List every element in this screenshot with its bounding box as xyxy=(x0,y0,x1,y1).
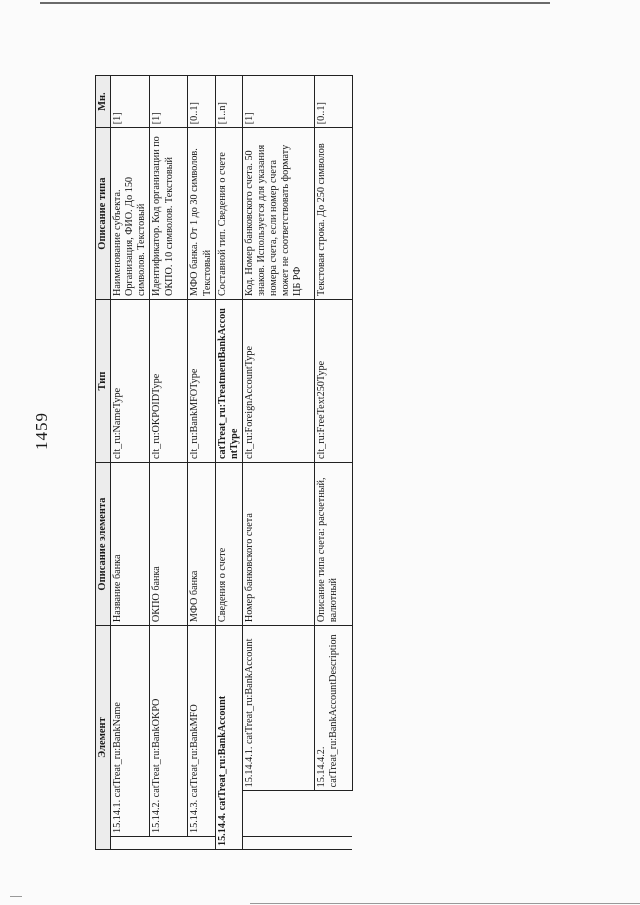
element-cell xyxy=(242,626,314,791)
scan-bottom-line xyxy=(250,903,640,904)
description-cell: Описание типа счета: расчетный, валютный xyxy=(314,463,352,626)
header-element-description: Описание элемента xyxy=(96,463,111,626)
type-description-cell: МФО банка. От 1 до 30 символов. Текстовый xyxy=(188,128,215,300)
type-description-cell: Код. Номер банковского счета. 50 знаков. Используется для указания номера счета, если номер счета может не соответствовать формату ЦБ РФ xyxy=(242,128,314,300)
multiplicity-cell: [0..1] xyxy=(314,76,352,128)
description-cell: Номер банковского счета xyxy=(242,463,314,626)
indent-cell xyxy=(314,791,352,837)
row-number: 15.14.4. xyxy=(216,812,228,846)
indent-cell xyxy=(188,836,215,849)
type-cell: clt_ru:BankMFOType xyxy=(188,299,215,462)
multiplicity-cell: [1] xyxy=(150,76,188,128)
table-header-row xyxy=(96,76,111,850)
type-cell: clt_ru:NameType xyxy=(111,299,150,462)
description-cell: ОКПО банка xyxy=(150,463,188,626)
multiplicity-cell: [1..n] xyxy=(215,76,242,128)
table-row xyxy=(150,76,188,850)
header-element: Элемент xyxy=(96,626,111,850)
table-row xyxy=(314,76,352,850)
indent-cell xyxy=(150,836,188,849)
type-cell: clt_ru:ForeignAccountType xyxy=(242,299,314,462)
header-type: Тип xyxy=(96,299,111,462)
type-description-cell: Текстовая строка. До 250 символов xyxy=(314,128,352,300)
table-row xyxy=(242,76,314,850)
element-name: catTreat_ru:BankMFO xyxy=(189,704,201,798)
element-name: catTreat_ru:BankAccountDescription xyxy=(327,634,339,788)
element-name: catTreat_ru:BankAccount xyxy=(243,638,255,745)
type-description-cell: Составной тип. Сведения о счете xyxy=(215,128,242,300)
row-number: 15.14.4.1. xyxy=(243,746,255,788)
multiplicity-cell: [0..1] xyxy=(188,76,215,128)
element-name: catTreat_ru:BankName xyxy=(112,702,124,798)
type-cell: clt_ru:FreeText250Type xyxy=(314,299,352,462)
row-number: 15.14.4.2. xyxy=(315,746,327,788)
type-description-cell: Идентификатор. Код организации по ОКПО. 10 символов. Текстовый xyxy=(150,128,188,300)
type-cell: catTreat_ru:TreatmentBankAccountType xyxy=(215,299,242,462)
multiplicity-cell: [1] xyxy=(242,76,314,128)
header-type-description: Описание типа xyxy=(96,128,111,300)
description-cell: МФО банка xyxy=(188,463,215,626)
element-name: catTreat_ru:BankOKPO xyxy=(151,698,163,798)
description-cell: Название банка xyxy=(111,463,150,626)
schema-table xyxy=(95,75,353,850)
element-cell xyxy=(314,626,352,791)
description-cell: Сведения о счете xyxy=(215,463,242,626)
indent-cell xyxy=(242,791,314,837)
element-cell xyxy=(188,626,215,837)
table-row xyxy=(188,76,215,850)
header-multiplicity: Мн. xyxy=(96,76,111,128)
scan-bottom-tick xyxy=(10,896,22,897)
indent-cell xyxy=(111,836,150,849)
page-number: 1459 xyxy=(32,412,51,450)
element-cell xyxy=(111,626,150,837)
rotated-table-wrapper xyxy=(95,75,339,850)
type-description-cell: Наименование субъекта. Организация, ФИО. До 150 символов. Текстовый xyxy=(111,128,150,300)
type-cell: clt_ru:OKPOIDType xyxy=(150,299,188,462)
element-name: catTreat_ru:BankAccount xyxy=(216,695,228,811)
table-row xyxy=(215,76,242,850)
element-cell xyxy=(215,626,242,850)
row-number: 15.14.2. xyxy=(151,799,163,833)
indent-cell xyxy=(314,836,352,849)
row-number: 15.14.1. xyxy=(112,799,124,833)
row-number: 15.14.3. xyxy=(189,799,201,833)
scan-top-line xyxy=(40,2,550,4)
multiplicity-cell: [1] xyxy=(111,76,150,128)
table-row xyxy=(111,76,150,850)
element-cell xyxy=(150,626,188,837)
indent-cell xyxy=(242,836,314,849)
